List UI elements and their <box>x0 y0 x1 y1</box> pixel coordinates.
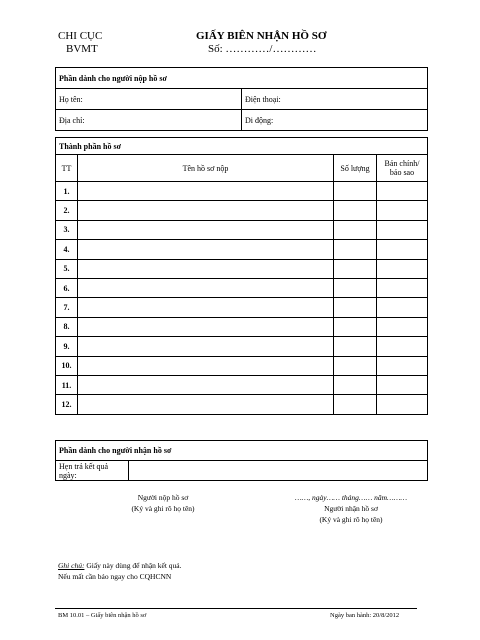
document-quantity-cell[interactable] <box>334 278 377 297</box>
document-row <box>56 201 428 220</box>
document-name-cell[interactable] <box>78 182 334 201</box>
document-quantity-cell[interactable] <box>334 356 377 375</box>
document-row <box>56 259 428 278</box>
document-name-cell[interactable] <box>78 259 334 278</box>
row-index: 2. <box>56 201 78 220</box>
document-type-cell[interactable] <box>377 375 428 394</box>
document-quantity-cell[interactable] <box>334 259 377 278</box>
document-quantity-cell[interactable] <box>334 298 377 317</box>
org-line-2: BVMT <box>66 43 98 55</box>
form-code: BM 10.01 – Giấy biên nhận hồ sơ <box>58 612 147 619</box>
footer-divider <box>55 608 417 609</box>
phone-field[interactable]: Điện thoại: <box>242 89 428 110</box>
receiver-table <box>55 440 428 481</box>
document-row <box>56 375 428 394</box>
return-date-field[interactable] <box>129 461 428 481</box>
mobile-field[interactable]: Di động: <box>242 110 428 131</box>
receiver-signature-title: Người nhận hồ sơ <box>324 504 378 513</box>
row-index: 3. <box>56 220 78 239</box>
col-header-name: Tên hồ sơ nộp <box>78 155 334 182</box>
document-name-cell[interactable] <box>78 375 334 394</box>
submitter-heading: Phần dành cho người nộp hồ sơ <box>56 68 428 89</box>
name-field[interactable]: Họ tên: <box>56 89 242 110</box>
notes-line-1: Giấy này dùng để nhận kết quả. <box>86 561 182 570</box>
document-type-cell[interactable] <box>377 201 428 220</box>
document-name-cell[interactable] <box>78 317 334 336</box>
col-header-quantity: Số lượng <box>334 155 377 182</box>
document-name-cell[interactable] <box>78 298 334 317</box>
receiver-signature <box>276 492 426 525</box>
row-index: 10. <box>56 356 78 375</box>
submitter-signature-title: Người nộp hồ sơ <box>137 493 189 502</box>
document-name-cell[interactable] <box>78 220 334 239</box>
document-row <box>56 337 428 356</box>
document-name-cell[interactable] <box>78 356 334 375</box>
documents-table <box>55 137 428 415</box>
address-field[interactable]: Địa chỉ: <box>56 110 242 131</box>
row-index: 12. <box>56 395 78 414</box>
document-title: GIẤY BIÊN NHẬN HỒ SƠ <box>196 30 327 42</box>
row-index: 8. <box>56 317 78 336</box>
document-type-cell[interactable] <box>377 395 428 414</box>
row-index: 5. <box>56 259 78 278</box>
notes <box>58 560 182 582</box>
document-row <box>56 220 428 239</box>
document-type-cell[interactable] <box>377 337 428 356</box>
document-type-cell[interactable] <box>377 220 428 239</box>
submitter-table <box>55 67 428 131</box>
document-quantity-cell[interactable] <box>334 220 377 239</box>
document-name-cell[interactable] <box>78 395 334 414</box>
receiver-heading: Phần dành cho người nhận hồ sơ <box>56 441 428 461</box>
document-row <box>56 395 428 414</box>
document-quantity-cell[interactable] <box>334 240 377 259</box>
return-date-label: Hẹn trả kết quả ngày: <box>56 461 129 481</box>
organization <box>58 30 102 56</box>
document-name-cell[interactable] <box>78 337 334 356</box>
document-row <box>56 356 428 375</box>
document-row <box>56 278 428 297</box>
document-name-cell[interactable] <box>78 240 334 259</box>
document-quantity-cell[interactable] <box>334 337 377 356</box>
document-number: Số: …………/………… <box>208 43 317 55</box>
document-row <box>56 240 428 259</box>
document-row <box>56 298 428 317</box>
documents-heading: Thành phần hồ sơ <box>56 138 428 155</box>
row-index: 9. <box>56 337 78 356</box>
document-type-cell[interactable] <box>377 278 428 297</box>
row-index: 7. <box>56 298 78 317</box>
row-index: 11. <box>56 375 78 394</box>
submitter-signature <box>108 492 218 514</box>
date-line: ……, ngày…… tháng…… năm……… <box>294 493 408 502</box>
document-type-cell[interactable] <box>377 240 428 259</box>
document-row <box>56 317 428 336</box>
document-quantity-cell[interactable] <box>334 375 377 394</box>
documents-header-row <box>56 155 428 182</box>
col-header-type: Bản chính/ bảo sao <box>377 155 428 182</box>
row-index: 6. <box>56 278 78 297</box>
document-name-cell[interactable] <box>78 278 334 297</box>
issue-date: Ngày ban hành: 20/8/2012 <box>330 612 400 619</box>
document-type-cell[interactable] <box>377 259 428 278</box>
org-line-1: CHI CỤC <box>58 30 103 42</box>
document-type-cell[interactable] <box>377 182 428 201</box>
document-type-cell[interactable] <box>377 298 428 317</box>
document-quantity-cell[interactable] <box>334 182 377 201</box>
document-name-cell[interactable] <box>78 201 334 220</box>
submitter-signature-note: (Ký và ghi rõ họ tên) <box>131 504 195 513</box>
row-index: 1. <box>56 182 78 201</box>
document-quantity-cell[interactable] <box>334 317 377 336</box>
notes-label: Ghi chú: <box>58 561 85 570</box>
notes-line-2: Nếu mất cần báo ngay cho CQHCNN <box>58 572 172 581</box>
document-quantity-cell[interactable] <box>334 395 377 414</box>
document-type-cell[interactable] <box>377 317 428 336</box>
document-row <box>56 182 428 201</box>
document-type-cell[interactable] <box>377 356 428 375</box>
receiver-signature-note: (Ký và ghi rõ họ tên) <box>319 515 383 524</box>
col-header-index: TT <box>56 155 78 182</box>
row-index: 4. <box>56 240 78 259</box>
document-quantity-cell[interactable] <box>334 201 377 220</box>
